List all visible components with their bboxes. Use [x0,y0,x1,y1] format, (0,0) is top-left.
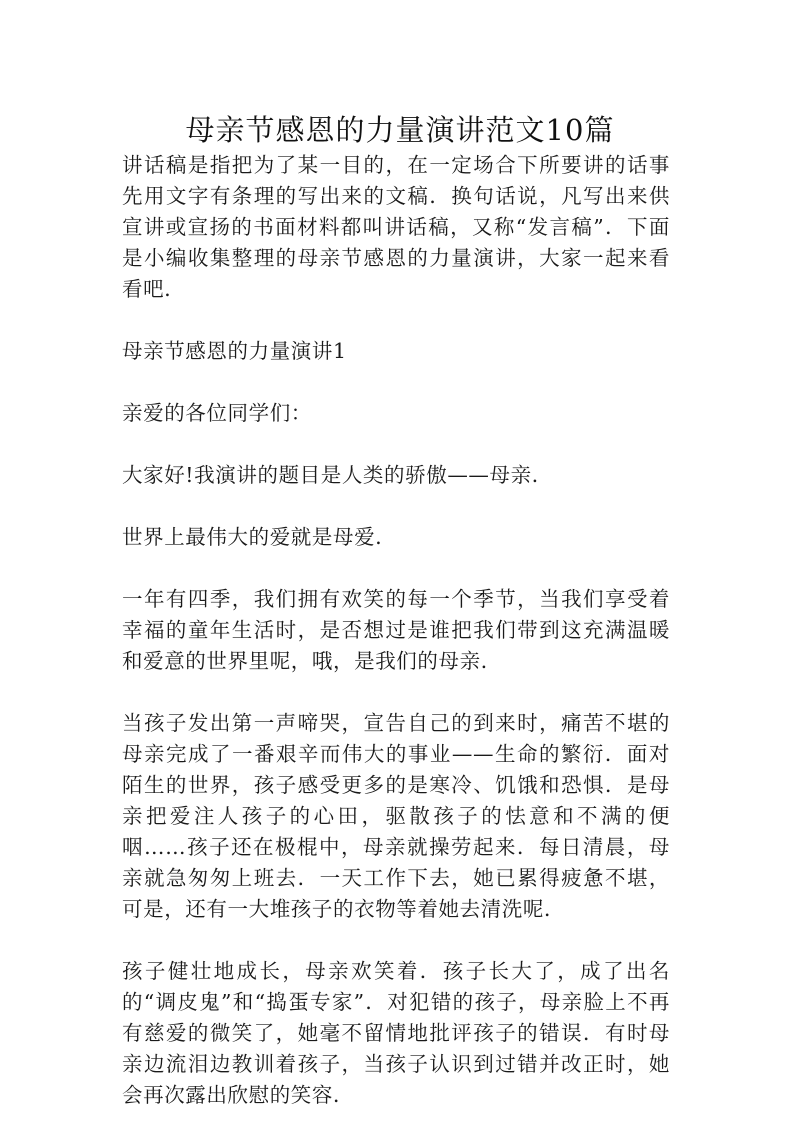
body-paragraph: 世界上最伟大的爱就是母爱． [122,525,397,549]
section-heading: 母亲节感恩的力量演讲1 [122,339,347,363]
document-title: 母亲节感恩的力量演讲范文10篇 [185,113,615,147]
greeting-paragraph: 大家好!我演讲的题目是人类的骄傲——母亲． [122,463,553,487]
salutation-paragraph: 亲爱的各位同学们： [122,401,312,425]
body-paragraph: 一年有四季，我们拥有欢笑的每一个季节，当我们享受着幸福的童年生活时，是否想过是谁把我们带到这充满温暖和爱意的世界里呢，哦，是我们的母亲． [122,587,670,673]
body-paragraph: 当孩子发出第一声啼哭，宣告自己的到来时，痛苦不堪的母亲完成了一番艰辛而伟大的事业——生命的繁衍．面对陌生的世界，孩子感受更多的是寒冷、饥饿和恐惧．是母亲把爱注人孩子的心田，驱散孩子的怯意和不满的便咽……孩子还在极棍中，母亲就操劳起来．每日清晨，母亲就急匆匆上班去．一天工作下去，她已累得疲惫不堪，可是，还有一大堆孩子的衣物等着她去清洗呢． [122,711,670,921]
intro-paragraph: 讲话稿是指把为了某一目的，在一定场合下所要讲的话事先用文字有条理的写出来的文稿．换句话说，凡写出来供宣讲或宣扬的书面材料都叫讲话稿，又称“发言稿”．下面是小编收集整理的母亲节感恩的力量演讲，大家一起来看看吧． [122,153,670,301]
document-body [122,150,670,1111]
body-paragraph: 孩子健壮地成长，母亲欢笑着．孩子长大了，成了出名的“调皮鬼”和“捣蛋专家”．对犯错的孩子，母亲脸上不再有慈爱的微笑了，她毫不留情地批评孩子的错误．有时母亲边流泪边教训着孩子，当孩子认识到过错并改正时，她会再次露出欣慰的笑容． [122,959,670,1107]
